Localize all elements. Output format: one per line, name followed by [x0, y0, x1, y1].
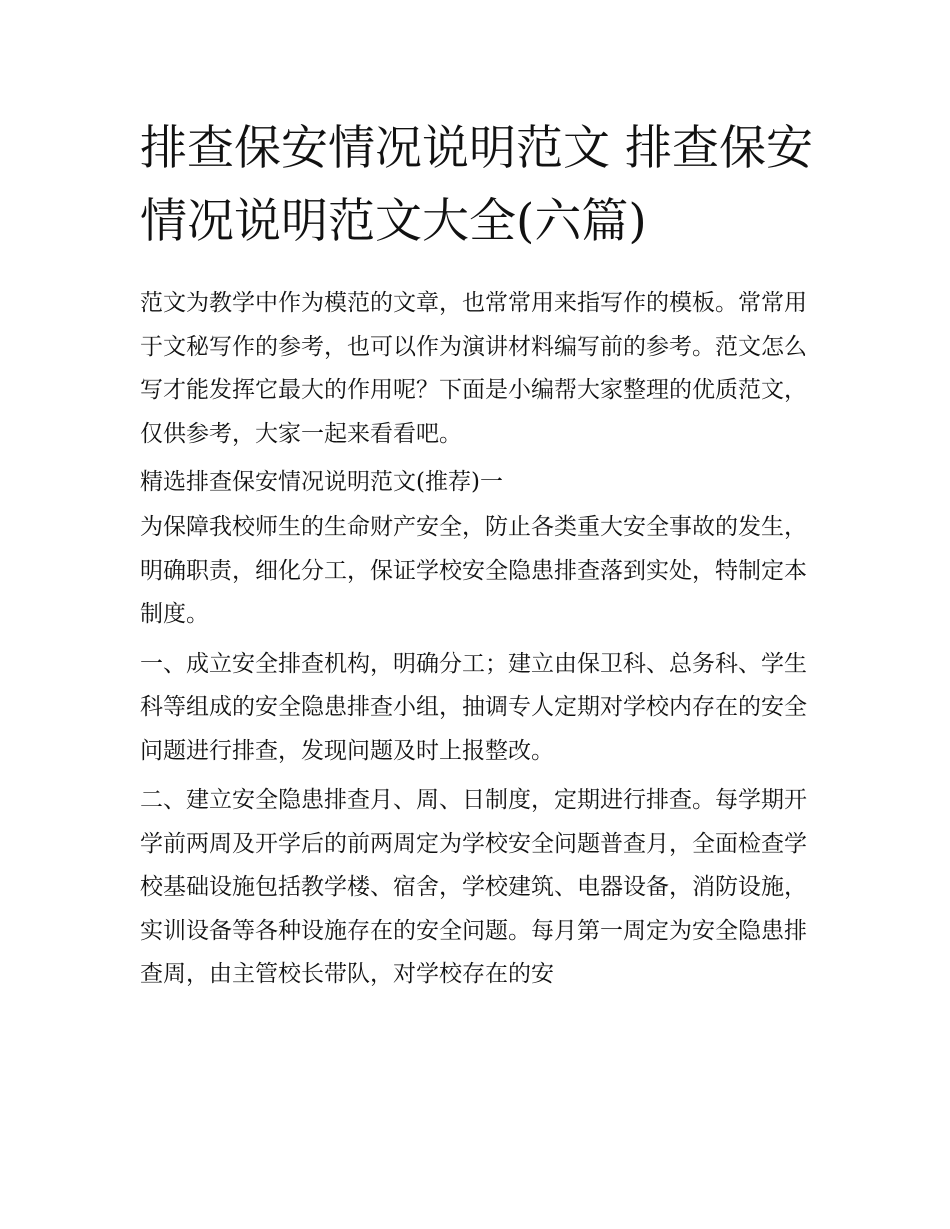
- intro-paragraph: 范文为教学中作为模范的文章，也常常用来指写作的模板。常常用于文秘写作的参考，也可以作为演讲材料编写前的参考。范文怎么写才能发挥它最大的作用呢？下面是小编帮大家整理的优质范文，仅供参考，大家一起来看看吧。: [140, 290, 807, 447]
- paragraph-purpose: 为保障我校师生的生命财产安全，防止各类重大安全事故的发生，明确职责，细化分工，保证学校安全隐患排查落到实处，特制定本制度。: [140, 514, 807, 627]
- paragraph-item-one: 一、成立安全排查机构，明确分工；建立由保卫科、总务科、学生科等组成的安全隐患排查小组，抽调专人定期对学校内存在的安全问题进行排查，发现问题及时上报整改。: [140, 650, 807, 764]
- paragraph-item-two: 二、建立安全隐患排查月、周、日制度，定期进行排查。每学期开学前两周及开学后的前两周定为学校安全问题普查月，全面检查学校基础设施包括教学楼、宿舍，学校建筑、电器设备，消防设施，实训设备等各种设施存在的安全问题。每月第一周定为安全隐患排查周，由主管校长带队，对学校存在的安: [140, 787, 807, 987]
- document-title: 排查保安情况说明范文 排查保安情况说明范文大全(六篇): [140, 121, 813, 249]
- section-heading: 精选排查保安情况说明范文(推荐)一: [140, 469, 503, 495]
- document-body: [140, 282, 820, 1003]
